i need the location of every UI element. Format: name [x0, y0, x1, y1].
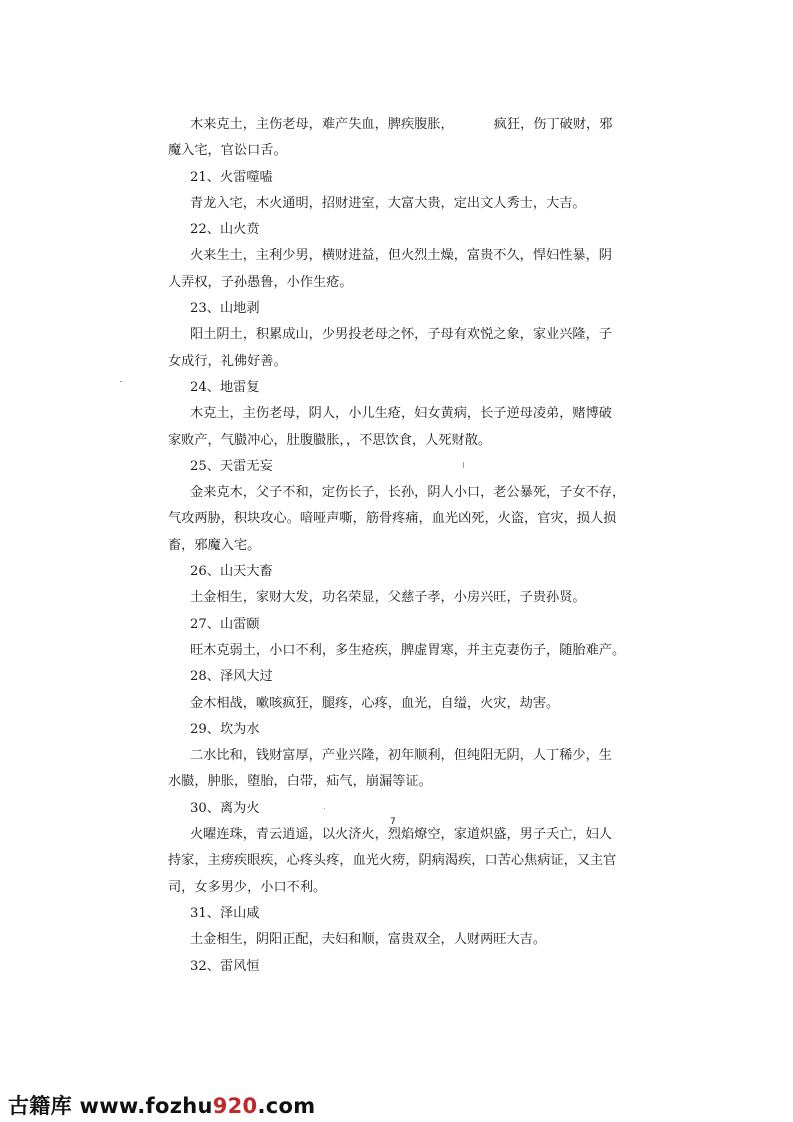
scan-speck — [324, 808, 325, 809]
paragraph-line: 金来克木，父子不和，定伤长子，长孙，阴人小口，老公暴死，子女不存， — [190, 485, 626, 501]
section-heading: 30、离为火 — [190, 800, 260, 816]
section-heading: 29、坎为水 — [190, 721, 260, 737]
paragraph-line — [168, 112, 643, 138]
paragraph-line: 家败产，气臌冲心，肚腹臌胀，，不思饮食，人死财散。 — [168, 432, 492, 448]
line-text: 木来克土，主伤老母，难产失血，脾疾腹胀， — [190, 117, 454, 132]
section-heading: 32、雷风恒 — [190, 958, 260, 974]
paragraph-line: 金木相战，嗽咳疯狂，腿疼，心疼，血光，自缢，火灾，劫害。 — [190, 695, 560, 711]
section-heading: 25、天雷无妄 — [190, 458, 273, 474]
paragraph-line: 气攻两胁，积块攻心。喑哑声嘶，筋骨疼痛，血光凶死，火盗，官灾，损人损 — [168, 511, 617, 527]
page-number: 7 — [390, 817, 396, 827]
paragraph-line: 二水比和，钱财富厚，产业兴隆，初年顺利，但纯阳无阴，人丁稀少，生 — [190, 748, 612, 764]
paragraph-line: 司，女多男少，小口不利。 — [168, 879, 327, 895]
paragraph-line: 木克土，主伤老母，阴人，小儿生疮，妇女黄病，长子逆母凌弟，赌博破 — [190, 406, 612, 422]
watermark-digits: 920 — [212, 1094, 258, 1118]
scan-speck — [463, 462, 464, 468]
paragraph-line: 旺木克弱土，小口不利，多生疮疾，脾虚胃寒，并主克妻伤子，随胎难产。 — [190, 642, 626, 658]
paragraph-line: 女成行，礼佛好善。 — [168, 353, 287, 369]
section-heading: 22、山火贲 — [190, 222, 260, 238]
section-heading: 31、泽山咸 — [190, 905, 260, 921]
paragraph-line: 土金相生，阴阳正配，夫妇和顺，富贵双全，人财两旺大吉。 — [190, 932, 547, 948]
paragraph-line: 畜，邪魔入宅。 — [168, 537, 261, 553]
watermark-brand: 古籍库 www.fozhu — [8, 1094, 213, 1118]
paragraph-line: 人弄权，子孙愚鲁，小作生疮。 — [168, 274, 353, 290]
section-heading: 23、山地剥 — [190, 301, 260, 317]
scan-speck — [120, 381, 122, 382]
paragraph-line: 青龙入宅，木火通明，招财进室，大富大贵，定出文人秀士，大吉。 — [190, 195, 586, 211]
paragraph-line: 阳土阴土，积累成山，少男投老母之怀，子母有欢悦之象，家业兴隆，子 — [190, 327, 612, 343]
paragraph-line: 持家，主痨疾眼疾，心疼头疼，血光火痨，阴病渴疾，口苦心焦病证，又主官 — [168, 853, 617, 869]
section-heading: 24、地雷复 — [190, 379, 260, 395]
watermark-suffix: .com — [257, 1094, 316, 1118]
paragraph-line: 水臌，肿胀，堕胎，白带，疝气，崩漏等证。 — [168, 774, 432, 790]
section-heading: 21、火雷噬嗑 — [190, 169, 273, 185]
site-watermark — [8, 1090, 315, 1120]
paragraph-line: 火曜连珠，青云逍遥，以火济火，烈焰燎空，家道炽盛，男子夭亡，妇人 — [190, 827, 612, 843]
paragraph-line: 火来生土，主利少男，横财进益，但火烈土燥，富贵不久，悍妇性暴，阴 — [190, 248, 612, 264]
section-heading: 26、山天大畜 — [190, 564, 273, 580]
section-heading: 28、泽风大过 — [190, 669, 273, 685]
paragraph-line: 魔入宅，官讼口舌。 — [168, 143, 287, 159]
text-body — [168, 112, 643, 980]
line-text: 疯狂，伤丁破财，邪 — [493, 117, 613, 132]
paragraph-line: 土金相生，家财大发，功名荣显，父慈子孝，小房兴旺，子贵孙贤。 — [190, 590, 586, 606]
section-heading: 27、山雷颐 — [190, 616, 260, 632]
